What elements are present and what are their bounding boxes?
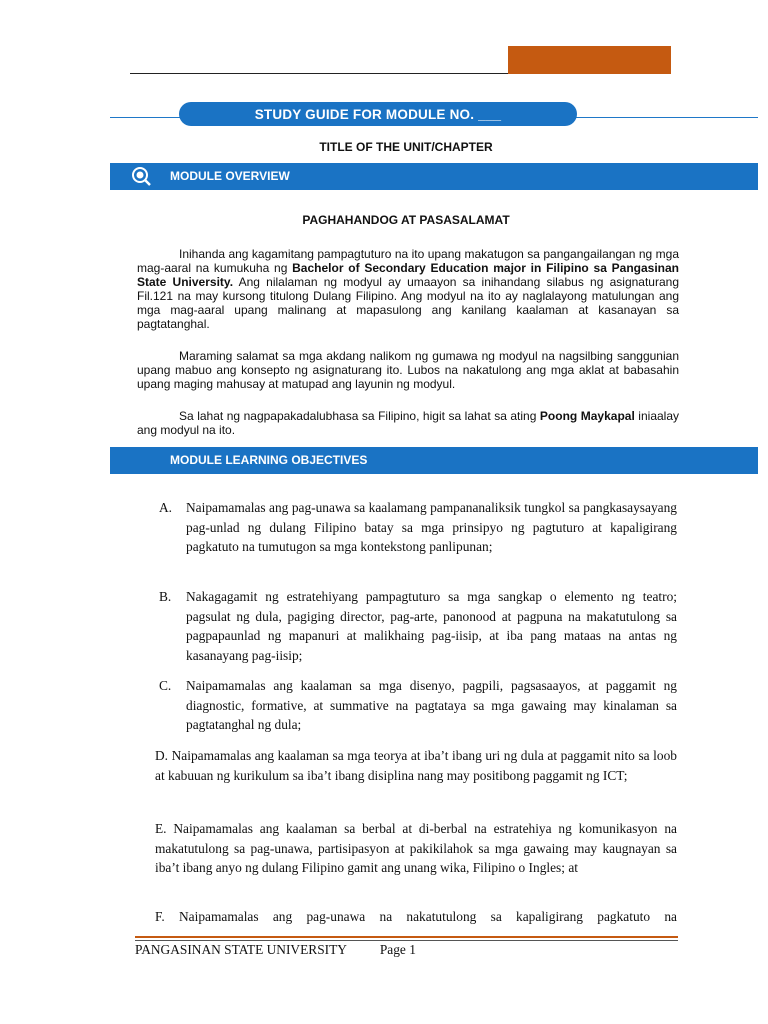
overview-title: PAGHAHANDOG AT PASASALAMAT (302, 213, 510, 227)
objective-letter: A. (159, 500, 173, 515)
objective-text: Naipamamalas ang kaalaman sa mga disenyo, pagpili, pagsasaayos, at paggamit ng diagnostic, formative, at summative na pagtataya sa mga gawaing may kinalaman sa pagtatanghal ng dula; (186, 678, 677, 733)
objective-b (159, 587, 677, 665)
objective-letter: B. (159, 589, 172, 604)
header-rule (130, 73, 510, 74)
overview-p3-rest: iniaalay ang modyul na ito. (137, 409, 680, 437)
objective-letter: C. (159, 678, 172, 693)
objective-e (155, 819, 677, 878)
objective-text: Naipamamalas ang kaalaman sa mga teorya at iba’t ibang uri ng dula at paggamit nito sa loob at kabuuan ng kurikulum sa iba’t ibang disiplina nang may positibong paggamit ng ICT; (155, 748, 677, 783)
header-orange-block (508, 46, 671, 74)
objective-text: Nakagagamit ng estratehiyang pampagtuturo sa mga sangkap o elemento ng teatro; pagsulat ng dula, pagiging director, pag-arte, panonood at pagpuna na makatutulong sa pagpapaunlad ng mapanuri at malikhaing pag-iisip, at iba pang mataas na antas ng kasanayang pag-iisip; (186, 589, 677, 663)
objective-text: Naipamamalas ang kaalaman sa berbal at di-berbal na estratehiya ng komunikasyon na makatutulong sa pag-unawa, partisipasyon at pakikilahok sa mga gawaing may kaugnayan sa iba’t ibang anyo ng dulang Filipino gamit ang unang wika, Filipino o Ingles; at (155, 821, 677, 876)
study-guide-title: STUDY GUIDE FOR MODULE NO. ___ (179, 102, 577, 126)
footer (135, 942, 416, 958)
overview-p3-bold: Poong Maykapal (539, 409, 635, 423)
objective-letter: F. (155, 909, 165, 924)
unit-title: TITLE OF THE UNIT/CHAPTER (319, 140, 493, 154)
module-objectives-bar (110, 447, 758, 474)
module-overview-label: MODULE OVERVIEW (170, 169, 290, 183)
overview-p1-text: Inihanda ang kagamitang pampagtuturo na ito upang makatugon sa pangangailangan ng mga mag-aaral na kumukuha ng (137, 247, 679, 275)
overview-p3-text: Sa lahat ng nagpapakadalubhasa sa Filipino, higit sa lahat sa ating (179, 409, 540, 423)
overview-paragraph-3 (137, 410, 679, 438)
footer-page-number: Page 1 (379, 942, 416, 957)
overview-p1-rest: Ang nilalaman ng modyul ay umaayon sa inihandang silabus ng asignaturang Fil.121 na may kursong titulong Dulang Filipino. Ang modyul na ito ay naglalayong matulungan ang mga mag-aaral upang malinang at mapasulong ang kanilang kaalaman at kasanayan sa pagtatanghal. (137, 274, 679, 331)
module-overview-bar (110, 163, 758, 190)
module-objectives-label: MODULE LEARNING OBJECTIVES (170, 453, 368, 467)
objective-letter: D. (155, 748, 169, 763)
magnifier-icon (130, 165, 152, 187)
footer-university: PANGASINAN STATE UNIVERSITY (135, 942, 347, 957)
footer-rule (135, 936, 678, 938)
objective-a (159, 498, 677, 557)
overview-paragraph-1 (137, 248, 679, 331)
overview-p1-bold: Bachelor of Secondary Education major in Filipino sa Pangasinan State University. (137, 260, 679, 289)
footer-rule-thin (135, 940, 678, 941)
overview-p2-text: Maraming salamat sa mga akdang nalikom ng gumawa ng modyul na nagsilbing sanggunian upang mabuo ang konsepto ng asignaturang ito. Lubos na nakatulong ang mga aklat at babasahin upang maging mahusay at matupad ang layunin ng modyul. (137, 349, 679, 391)
objective-text: Naipamamalas ang pag-unawa sa kaalamang pampananaliksik tungkol sa pangkasaysayang pag-unlad ng dulang Filipino batay sa mga prinsipyo ng pagtuturo at kapaligirang pagkatuto na tumutugon sa mga kontekstong panlipunan; (186, 500, 677, 555)
objective-f (155, 907, 677, 927)
objective-text: Naipamamalas ang pag-unawa na nakatutulong sa kapaligirang pagkatuto na (179, 909, 677, 924)
objective-letter: E. (155, 821, 167, 836)
objective-c (159, 676, 677, 735)
objective-d (155, 746, 677, 785)
overview-paragraph-2 (137, 350, 679, 392)
